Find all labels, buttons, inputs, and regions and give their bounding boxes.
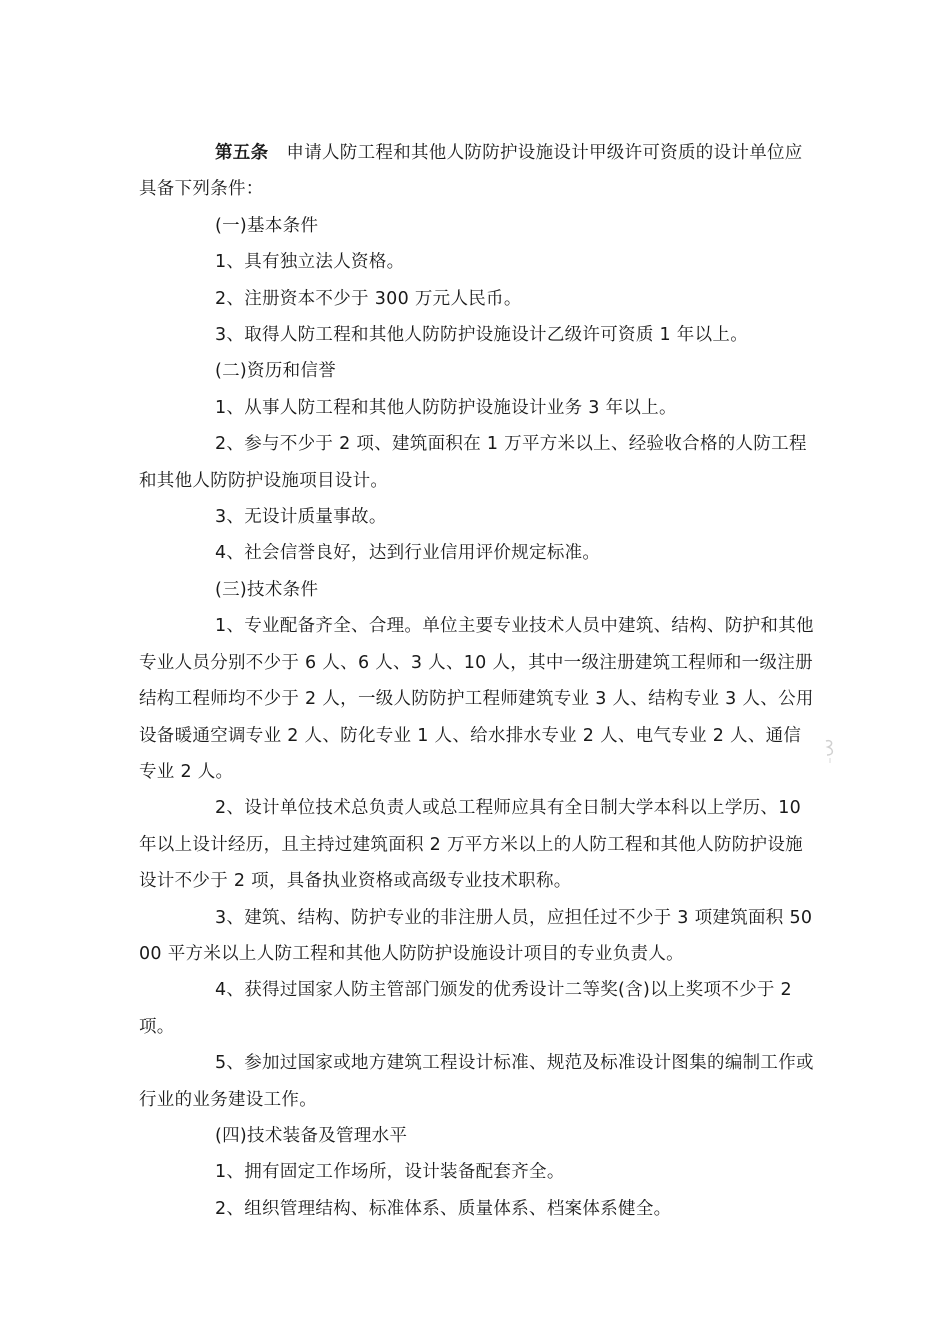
list-item: 1、从事人防工程和其他人防防护设施设计业务 3 年以上。 [215,397,677,418]
faint-mark-icon [822,735,838,765]
list-item: 5、参加过国家或地方建筑工程设计标准、规范及标准设计图集的编制工作或行业的业务建设工作。 [139,1053,814,1110]
list-item: 2、注册资本不少于 300 万元人民币。 [215,288,522,309]
article-paragraph [139,135,819,208]
faint-margin-mark [822,735,838,765]
list-item: 2、设计单位技术总负责人或总工程师应具有全日制大学本科以上学历、10 年以上设计经历，且主持过建筑面积 2 万平方米以上的人防工程和其他人防防护设施设计不少于 2 项，具备执业资格或高级专业技术职称。 [139,798,803,892]
document-body [139,135,819,1227]
section-heading: (一)基本条件 [215,215,319,236]
list-item: 1、拥有固定工作场所，设计装备配套齐全。 [215,1162,565,1183]
section-heading: (三)技术条件 [215,579,319,600]
article-label: 第五条 [215,143,269,163]
list-item: 4、获得过国家人防主管部门颁发的优秀设计二等奖(含)以上奖项不少于 2 项。 [139,980,792,1037]
section-heading: (四)技术装备及管理水平 [215,1125,408,1146]
list-item: 1、具有独立法人资格。 [215,252,405,273]
list-item: 2、参与不少于 2 项、建筑面积在 1 万平方米以上、经验收合格的人防工程和其他人防防护设施项目设计。 [139,434,807,491]
list-item: 3、建筑、结构、防护专业的非注册人员，应担任过不少于 3 项建筑面积 5000 平方米以上人防工程和其他人防防护设施设计项目的专业负责人。 [139,907,813,964]
list-item: 3、无设计质量事故。 [215,507,387,528]
list-item: 3、取得人防工程和其他人防防护设施设计乙级许可资质 1 年以上。 [215,325,748,346]
list-item: 4、社会信誉良好，达到行业信用评价规定标准。 [215,543,601,564]
section-heading: (二)资历和信誉 [215,361,337,382]
list-item: 1、专业配备齐全、合理。单位主要专业技术人员中建筑、结构、防护和其他专业人员分别不少于 6 人、6 人、3 人、10 人，其中一级注册建筑工程师和一级注册结构工程师均不少于 2 人，一级人防防护工程师建筑专业 3 人、结构专业 3 人、公用设备暖通空调专业 2 人、防化专业 1 人、给水排水专业 2 人、电气专业 2 人、通信专业 2 人。 [139,616,814,782]
article-intro: 申请人防工程和其他人防防护设施设计甲级许可资质的设计单位应具备下列条件： [139,143,803,200]
list-item: 2、组织管理结构、标准体系、质量体系、档案体系健全。 [215,1198,672,1219]
